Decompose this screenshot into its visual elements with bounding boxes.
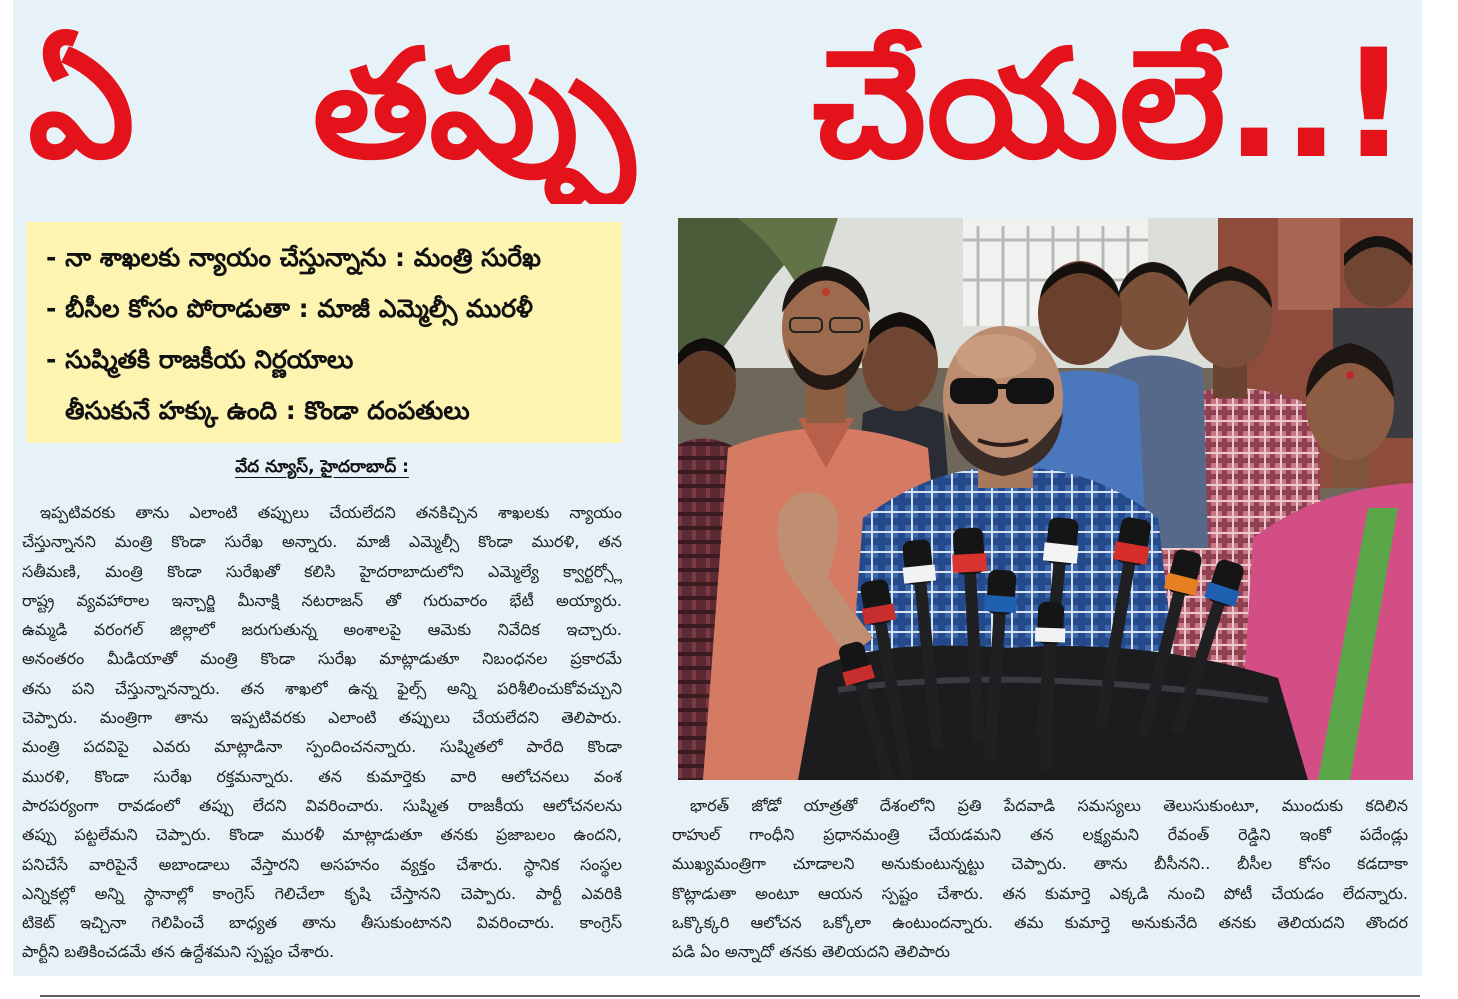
- dateline-text: వేద న్యూస్, హైదరాబాద్ :: [235, 457, 409, 477]
- article-line: రాష్ట్ర వ్యవహారాల ఇన్చార్జి మీనాక్షి నటరాజన్ తో గురువారం భేటీ అయ్యారు.: [22, 590, 622, 610]
- article-line: పారపర్యంగా రావడంలో తప్పు లేదని వివరించారు. సుష్మిత రాజకీయ ఆలోచనలను: [22, 795, 622, 815]
- highlights-box: [26, 222, 622, 443]
- caption-line: రాహుల్ గాంధీని ప్రధానమంత్రి చేయడమని తన లక్ష్యమని రేవంత్ రెడ్డిని ఇంకో పదేండ్లు: [672, 825, 1408, 845]
- caption-line: ముఖ్యమంత్రిగా చూడాలని అనుకుంటున్నట్టు చెప్పారు. తాను బీసీనని.. బీసీల కోసం కడదాకా: [672, 854, 1408, 874]
- article-line: తను పని చేస్తున్నానన్నారు. తన శాఖలో ఉన్న ఫైల్స్ అన్ని పరిశీలించుకోవచ్చుని: [22, 678, 622, 698]
- caption-line: కొట్లాడుతా అంటూ ఆయన స్పష్టం చేశారు. తన కుమార్తె ఎక్కడి నుంచి పోటీ చేయడం లేదన్నారు.: [672, 883, 1408, 903]
- article-line: పార్టీని బతికించడమే తన ఉద్దేశమని స్పష్టం చేశారు.: [22, 942, 335, 962]
- headline: ఏ తప్పు చేయలే..!: [28, 18, 1408, 192]
- article-line: ఇప్పటివరకు తాను ఎలాంటి తప్పులు చేయలేదని తనకిచ్చిన శాఖలకు న్యాయం: [40, 503, 622, 522]
- press-conference-photo: [678, 218, 1413, 780]
- highlight-line-continued: తీసుకునే హక్కు ఉంది : కొండా దంపతులు: [65, 396, 470, 425]
- article-line: చెప్పారు. మంత్రిగా తాను ఇప్పటివరకు ఎలాంటి తప్పులు చేయలేదని తెలిపారు.: [22, 708, 622, 728]
- dateline: [22, 452, 622, 482]
- photo-caption: [672, 791, 1408, 966]
- caption-line: ఒక్కొక్కరి ఆలోచన ఒక్కోలా ఉంటుందన్నారు. తమ కుమార్తె అనుకునేది తనకు తెలియదని తొందర: [672, 912, 1408, 932]
- article-line: మురళి, కొండా సురేఖ రక్తమన్నారు. తన కుమార్తెకు వారి ఆలోచనలు వంశ: [22, 766, 622, 786]
- article-line: పనిచేసే వారిపైనే అబాండాలు వేస్తారని అసహనం వ్యక్తం చేశారు. స్థానిక సంస్థల: [22, 854, 622, 874]
- caption-line: పడి ఏం అన్నాదో తనకు తెలియదని తెలిపారు: [672, 941, 950, 961]
- article-line: తప్పు పట్టలేమని చెప్పారు. కొండా మురళీ మాట్లాడుతూ తనకు ప్రజాబలం ఉందని,: [22, 825, 622, 845]
- highlight-line: - నా శాఖలకు న్యాయం చేస్తున్నాను : మంత్రి సురేఖ: [46, 243, 541, 272]
- article-line: మంత్రి పదవిపై ఎవరు మాట్లాడినా స్పందించనన్నారు. సుష్మితలో పారేది కొండా: [22, 737, 622, 757]
- article-line: చేస్తున్నానని మంత్రి కొండా సురేఖ అన్నారు. మాజీ ఎమ్మెల్సీ కొండా మురళి, తన: [22, 532, 622, 552]
- article-line: అనంతరం మీడియాతో మంత్రి కొండా సురేఖ మాట్లాడుతూ నిబంధనల ప్రకారమే: [22, 649, 622, 669]
- bottom-divider: [40, 995, 1420, 997]
- press-conference-image: [678, 218, 1413, 780]
- caption-line: భారత్ జోడో యాత్రతో దేశంలోని ప్రతి పేదవాడి సమస్యలు తెలుసుకుంటూ, ముందుకు కదిలిన: [690, 796, 1408, 815]
- article-body: [22, 498, 622, 967]
- article-line: టికెట్ ఇచ్చినా గెలిపించే బాధ్యత తాను తీసుకుంటానని వివరించారు. కాంగ్రెస్: [22, 913, 622, 933]
- article-line: ఉమ్మడి వరంగల్ జిల్లాలో జరుగుతున్న అంశాలపై ఆమెకు నివేదిక ఇచ్చారు.: [22, 620, 622, 640]
- highlight-line: - సుష్మితకి రాజకీయ నిర్ణయాలు: [46, 345, 354, 374]
- highlight-line: - బీసీల కోసం పోరాడుతా : మాజీ ఎమ్మెల్సీ మురళీ: [46, 294, 533, 323]
- article-line: సతీమణి, మంత్రి కొండా సురేఖతో కలిసి హైదరాబాదులోని ఎమ్మెల్యే క్వార్టర్స్లో: [22, 561, 622, 581]
- article-line: ఎన్నికల్లో అన్ని స్థానాల్లో కాంగ్రెస్ గెలిచేలా కృషి చేస్తానని చెప్పారు. పార్టీ ఎవరికి: [22, 883, 622, 903]
